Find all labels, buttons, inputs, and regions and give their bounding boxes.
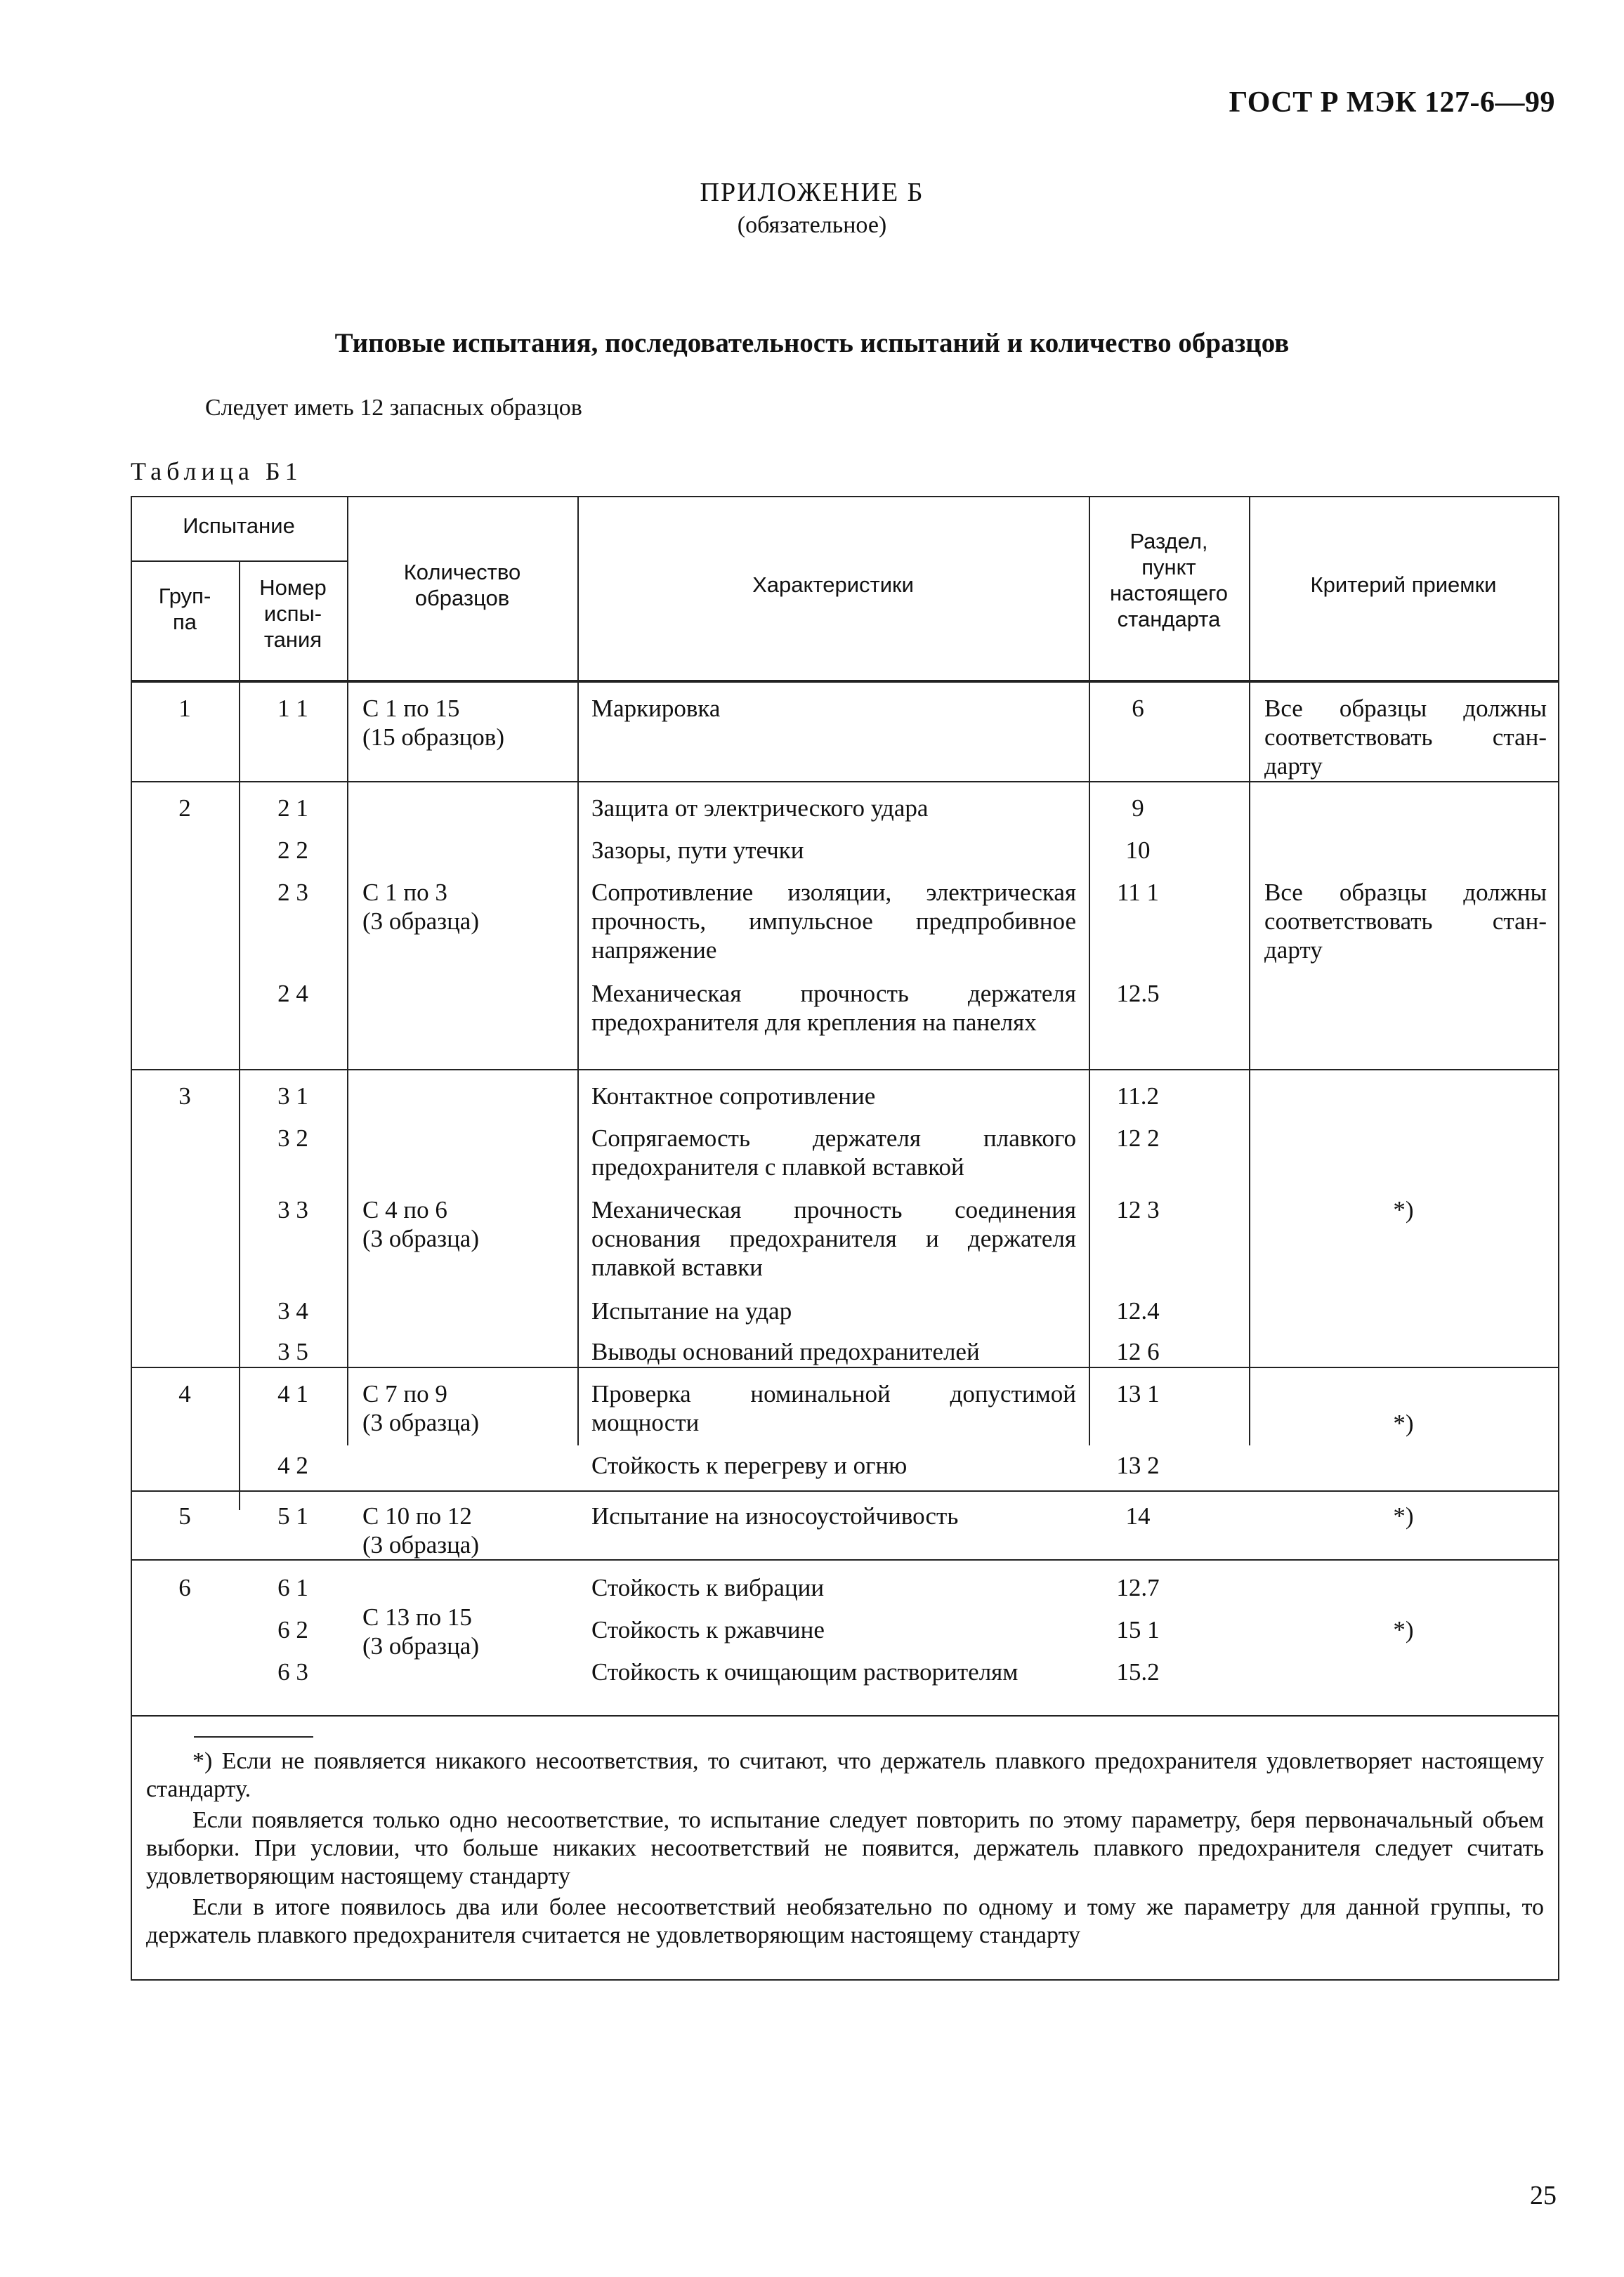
sample-range: С 1 по 15 (15 образцов) <box>362 695 504 751</box>
test-number: 4 2 <box>277 1452 308 1479</box>
page-number: 25 <box>1530 2181 1557 2210</box>
acceptance-criterion: *) <box>1393 1196 1414 1223</box>
footnote-rule <box>194 1736 313 1738</box>
clause: 10 <box>1125 836 1151 864</box>
characteristic: Стойкость к перегреву и огню <box>591 1452 908 1479</box>
sample-range: С 1 по 3 (3 образца) <box>362 879 479 935</box>
characteristic: Испытание на удар <box>591 1297 792 1325</box>
test-number: 2 2 <box>277 836 308 864</box>
header-sample-count: Количество образцов <box>403 560 521 610</box>
appendix-subtitle: (обязательное) <box>737 212 887 238</box>
footnote-1: *) Если не появляется никакого несоответствия, то считают, что держатель плавкого предохранителя удовлетворяет настоящему стандарту. <box>146 1748 1544 1802</box>
acceptance-criterion: *) <box>1393 1410 1414 1437</box>
clause: 11.2 <box>1117 1082 1159 1110</box>
test-number: 6 3 <box>277 1658 308 1686</box>
clause: 11 1 <box>1117 879 1159 906</box>
characteristic: Контактное сопротивление <box>591 1082 876 1110</box>
acceptance-criterion: Все образцы должны соответствовать стан-дарту <box>1264 695 1547 780</box>
clause: 14 <box>1125 1502 1151 1530</box>
clause: 13 2 <box>1116 1452 1160 1479</box>
group-number: 2 <box>178 794 191 822</box>
group-number: 6 <box>178 1574 191 1601</box>
sample-range: С 10 по 12 (3 образца) <box>362 1502 479 1559</box>
characteristic: Стойкость к ржавчине <box>591 1616 825 1643</box>
group-number: 4 <box>178 1380 191 1407</box>
header-test: Испытание <box>183 513 295 538</box>
acceptance-criterion: Все образцы должны соответствовать стан-дарту <box>1264 879 1547 964</box>
header-test-number: Номер испы- тания <box>259 575 327 652</box>
header-characteristics: Характеристики <box>752 572 914 597</box>
test-number: 3 2 <box>277 1124 308 1152</box>
clause: 12 6 <box>1116 1338 1160 1365</box>
header-acceptance: Критерий приемки <box>1310 572 1497 597</box>
table-caption: Таблица Б1 <box>131 457 303 485</box>
header-clause: Раздел, пункт настоящего стандарта <box>1109 529 1228 631</box>
sample-range: С 4 по 6 (3 образца) <box>362 1196 479 1252</box>
clause: 12.4 <box>1116 1297 1160 1325</box>
characteristic: Стойкость к вибрации <box>591 1574 825 1601</box>
acceptance-criterion: *) <box>1393 1616 1414 1643</box>
characteristic: Механическая прочность держателя предохранителя для крепления на панелях <box>591 980 1076 1036</box>
acceptance-criterion: *) <box>1393 1502 1414 1530</box>
clause: 15 1 <box>1116 1616 1160 1643</box>
characteristic: Зазоры, пути утечки <box>591 836 804 864</box>
test-number: 3 4 <box>277 1297 308 1325</box>
section-title: Типовые испытания, последовательность испытаний и количество образцов <box>334 328 1290 358</box>
clause: 12 3 <box>1116 1196 1160 1223</box>
test-number: 2 4 <box>277 980 308 1007</box>
test-number: 2 3 <box>277 879 308 906</box>
test-number: 6 2 <box>277 1616 308 1643</box>
clause: 13 1 <box>1116 1380 1160 1407</box>
characteristic: Сопрягаемость держателя плавкого предохранителя с плавкой вставкой <box>591 1124 1076 1181</box>
characteristic: Стойкость к очищающим растворителям <box>591 1658 1019 1686</box>
test-number: 3 1 <box>277 1082 308 1110</box>
appendix-title: ПРИЛОЖЕНИЕ Б <box>700 178 924 207</box>
test-number: 4 1 <box>277 1380 308 1407</box>
clause: 15.2 <box>1116 1658 1160 1686</box>
test-number: 3 3 <box>277 1196 308 1223</box>
clause: 12.5 <box>1116 980 1160 1007</box>
test-number: 1 1 <box>277 695 308 722</box>
footnote-3: Если в итоге появилось два или более несоответствий необязательно по одному и тому же параметру для данной группы, то держатель плавкого предохранителя считается не удовлетворяющим настоящему стандарту <box>146 1894 1544 1948</box>
characteristic: Маркировка <box>591 695 721 722</box>
sample-range: С 13 по 15 (3 образца) <box>362 1603 479 1660</box>
document-code: ГОСТ Р МЭК 127-6—99 <box>1229 86 1555 119</box>
characteristic: Механическая прочность соединения основания предохранителя и держателя плавкой вставки <box>591 1196 1076 1281</box>
clause: 12.7 <box>1116 1574 1160 1601</box>
group-number: 5 <box>178 1502 191 1530</box>
characteristic: Защита от электрического удара <box>591 794 929 822</box>
characteristic: Испытание на износоустойчивость <box>591 1502 959 1530</box>
group-number: 3 <box>178 1082 191 1110</box>
header-group: Груп- па <box>158 584 211 634</box>
footnote-2: Если появляется только одно несоответствие, то испытание следует повторить по этому параметру, беря первоначальный объем выборки. При условии, что больше никаких несоответствий не появится, держатель плавкого предохранителя следует считать удовлетворяющим настоящему стандарту <box>146 1807 1544 1889</box>
test-number: 2 1 <box>277 794 308 822</box>
group-number: 1 <box>178 695 191 722</box>
sample-range: С 7 по 9 (3 образца) <box>362 1380 479 1436</box>
clause: 9 <box>1132 794 1144 822</box>
characteristic: Проверка номинальной допустимой мощности <box>591 1380 1076 1436</box>
test-number: 6 1 <box>277 1574 308 1601</box>
test-number: 3 5 <box>277 1338 308 1365</box>
characteristic: Выводы оснований предохранителей <box>591 1338 980 1365</box>
test-number: 5 1 <box>277 1502 308 1530</box>
clause: 6 <box>1132 695 1144 722</box>
spare-samples-note: Следует иметь 12 запасных образцов <box>205 395 582 421</box>
characteristic: Сопротивление изоляции, электрическая прочность, импульсное предпробивное напряжение <box>591 879 1076 964</box>
clause: 12 2 <box>1116 1124 1160 1152</box>
